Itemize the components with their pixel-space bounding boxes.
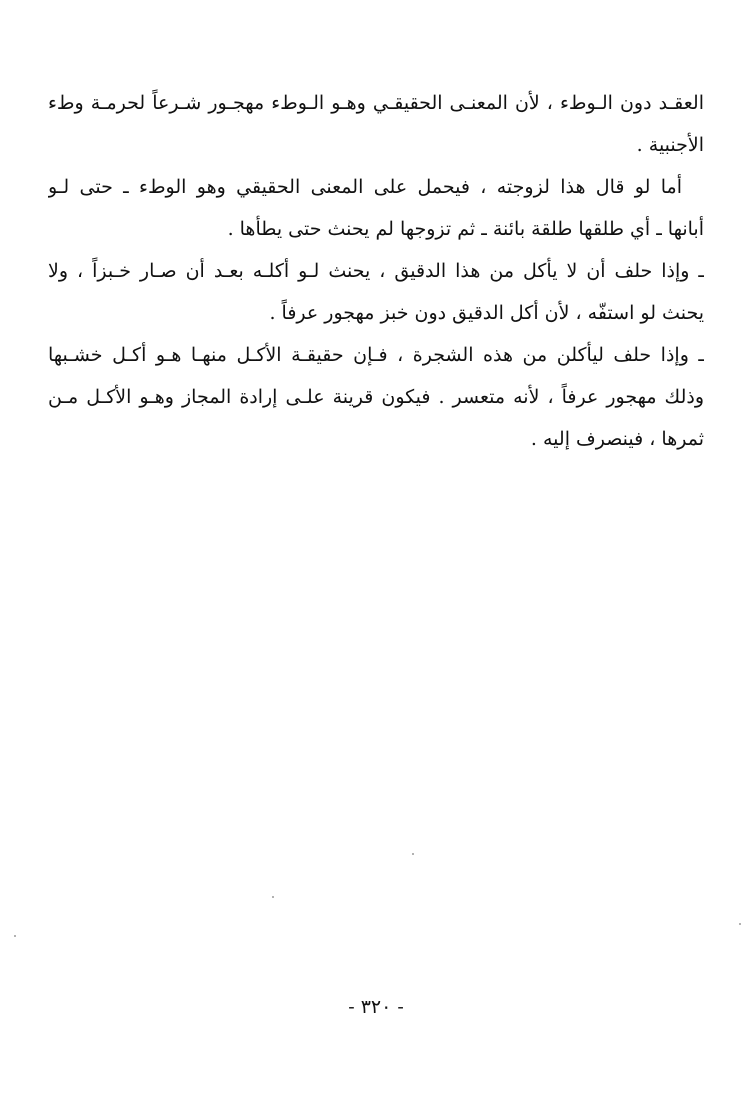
text-line-1: العقـد دون الـوطء ، لأن المعنـى الحقيقـي وهـو الـوطء مهجـور شـرعاً لحرمـة وطء <box>48 92 704 114</box>
scan-speck <box>412 853 414 855</box>
text-line-7: ـ وإذا حلف ليأكلن من هذه الشجرة ، فـإن حقيقـة الأكـل منهـا هـو أكـل خشـبها <box>48 344 704 366</box>
text-line-8: وذلك مهجور عرفاً ، لأنه متعسر . فيكون قرينة علـى إرادة المجاز وهـو الأكـل مـن <box>48 386 704 408</box>
text-line-9: ثمرها ، فينصرف إليه . <box>530 428 704 450</box>
body-text <box>48 82 704 460</box>
scan-speck <box>272 896 274 898</box>
scan-speck <box>14 935 16 937</box>
text-line-2: الأجنبية . <box>636 134 704 156</box>
scan-speck <box>739 923 741 925</box>
text-line-3: أما لو قال هذا لزوجته ، فيحمل على المعنى الحقيقي وهو الوطء ـ حتى لـو <box>48 176 682 198</box>
page-number: - ٣٢٠ - <box>348 996 404 1018</box>
text-line-4: أبانها ـ أي طلقها طلقة بائنة ـ ثم تزوجها لم يحنث حتى يطأها . <box>227 218 704 240</box>
text-line-5: ـ وإذا حلف أن لا يأكل من هذا الدقيق ، يحنث لـو أكلـه بعـد أن صـار خـبزاً ، ولا <box>48 260 704 282</box>
text-line-6: يحنث لو استفّه ، لأن أكل الدقيق دون خبز مهجور عرفاً . <box>269 302 704 324</box>
